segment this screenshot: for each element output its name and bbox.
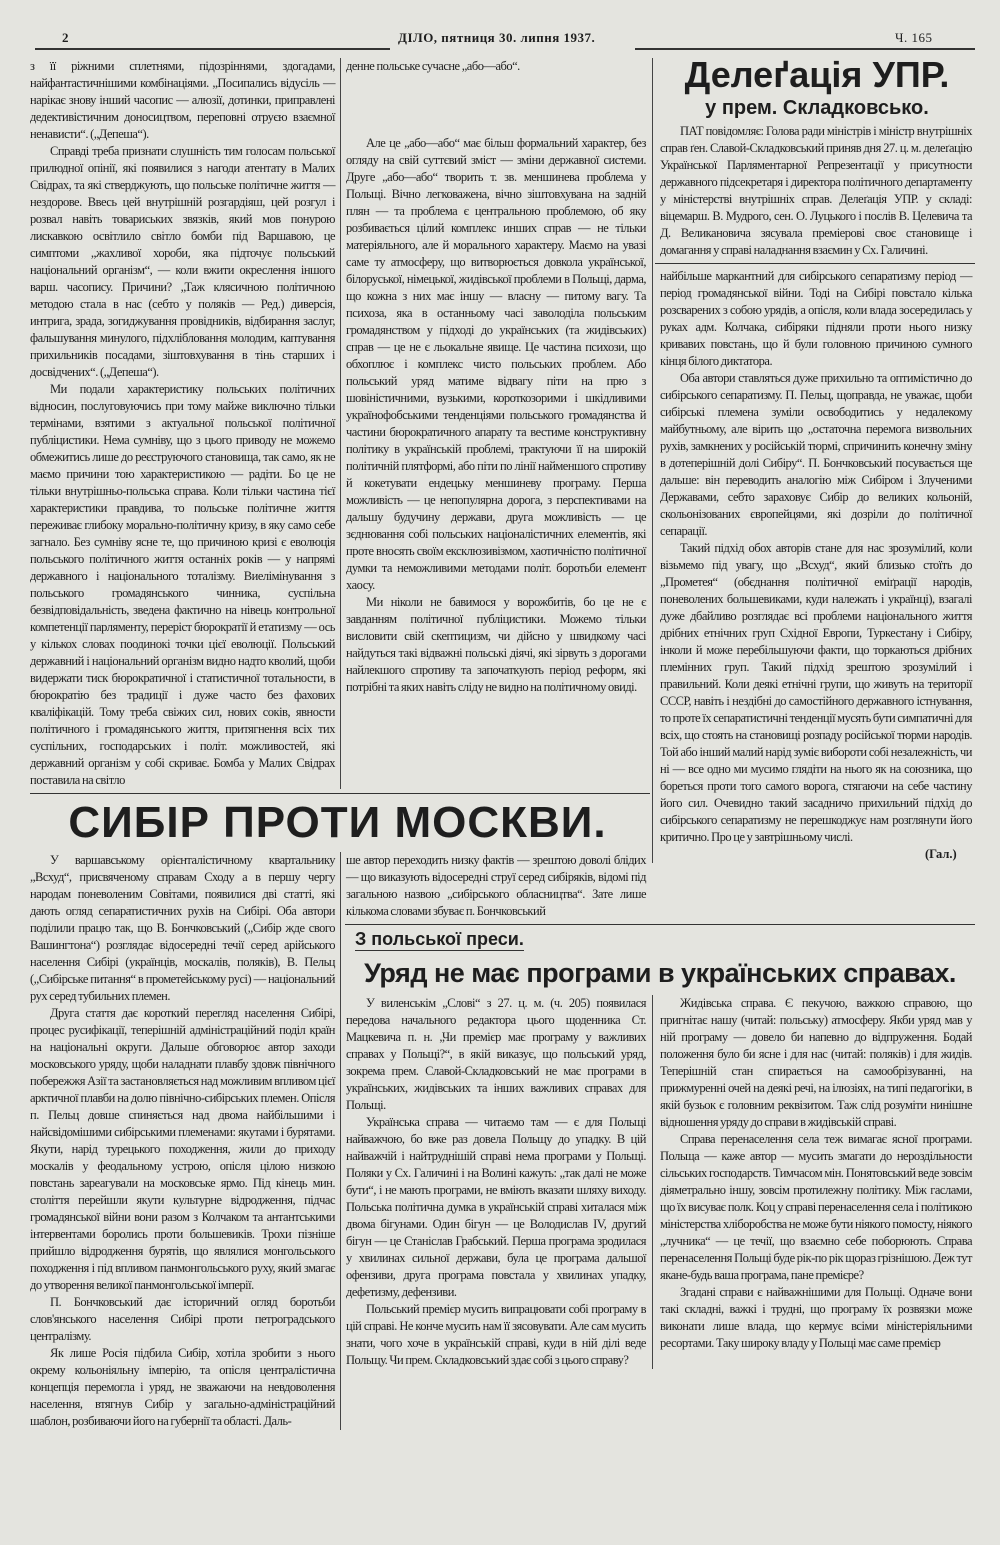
masthead: ДІЛО, пятниця 30. липня 1937.: [398, 30, 596, 45]
siberia-column-1: [30, 852, 335, 1430]
delegation-subheadline: у прем. Складковсько.: [705, 97, 929, 119]
paragraph: Але це „або—або“ має більш формальний характер, без огляду на свій суттєвий зміст — зміни державної системи. Друге „або—або“ творить т. зв. меншинева проблема у Польщі. Вічно легковажена, вічно зіштовхувана на задній плян — та проблема є центральною проблемою, об яку розбивається цілий комплекс инших справ — не тільки матеріяльного, але й морального характеру. Маємо на увазі саме ту атмосферу, що витворюється довкола української, білоруської, німецької, жидівської проблеми в Польщі, дарма, що кожна з них має іншу — власну — питому вагу. Та психоза, яка в останньому часі заволоділа польським громадянством у підході до українських (та жидівських) справ — це не є льокальне явище. Це частина психози, що обхоплює і комплекс чисто польських проблем. Або польський уряд матиме відвагу піти на прю з шовіністичними, вузькими, короткозорими і шкідливими українофобськими тенденціями польського громадянства й частини бюрократичного апарату та вестиме конструктивну політику в українській проблемі, трактуючи її на широкій політичній плятформі, або піти по лінії найменшого спротиву й кокетувати ендецьку меншиневу програму. Перша можливість — це непопулярна дорога, з перспективами на дальшу будучину держави, друга можливість — це зєднювання собі польських націоналістичних елементів, які проте вносять своїм ексклюзивізмом, хаотичністю політичної думки та неможливими методами політ. боротьби елемент хаосу.: [346, 136, 646, 592]
header-rule-right: [635, 48, 975, 50]
paragraph: Друга стаття дає короткий перегляд населення Сибірі, процес русифікації, теперішній адміністраційний поділ країн на національні округи. Дальше обговорює автор заходи московського уряду, щоби наладнати плавбу здовж північного побережжя Азії та застановляється над можливим впливом цієї арктичної плавби на долю північно-сибірських племен. Опісля п. Пельц довше спиняється над двома найбільшими і найсвідомішими сибірськими племенами: якутами і бурятами. Якути, нарід турецького походження, жили до приходу москалів у феодальному устрою, опісля цілою низкою повстань зареагували на московське ярмо. Під кінець мин. століття перейшли якути культурне відродження, підчас громадянської війни вони разом з Колчаком та антантськими інтервентами боролись проти большевиків. Трохи пізніше прийшло відродження бурятів, що являлися монгольського походження і під впливом панмонгольського руху, який змагає до утворення великої панмонгольської імперії.: [30, 1006, 335, 1292]
paragraph: У варшавському орієнталістичному квартальнику „Всхуд“, присвяченому справам Сходу а в першу чергу народам поневоленим Совітами, появилися дві статті, які дають огляд сепаратистичних рухів на Сибірі. Оба автори поділили працю так, що В. Бончковський („Сибір жде свого Вашингтона“) розглядає відосередні течії серед арійського населення Сибірі (українців, москалів, поляків), В. Пельц („Сибірське питання“ в прометейському русі) — національний рух серед тубильних племен.: [30, 853, 335, 1003]
page-number: 2: [62, 30, 69, 45]
paragraph: У виленськім „Слові“ з 27. ц. м. (ч. 205) появилася передова начального редактора цього щоденника Ст. Мацкевича п. н. „Чи премієр має програму у важливих справах у Польщі?“, в якій виказує, що польський уряд, зокрема прем. Славой-Складковський не має програми в українських, жидівських та інших важливих справах для Польщі.: [346, 996, 646, 1112]
paragraph: Справді треба признати слушність тим голосам польської прилюдної опінії, які появилися з нагоди атентату в Малих Свідрах, та які стверджують, що польське політичне життя — нездорове. Ввесь цей внутрішній розгардіяш, цей розгул і розвал навіть товариських звязків, який мов понурою лискавкою освітлило світло бомби під Варшавою, це симптоми „жахливої хороби, яка підточує польський національний організм“, — коли вжити окреслення іншого варш. часопису. Причини? „Таж клясичною політичною методою стала в нас (себто у поляків — Ред.) диверсія, интрига, зрада, зогиджування провідників, відбирання заслуг, фальшування минулого, підхлібловання молодим, каптування прихильників посадами, зіштовхування в тінь старших і досвідчених“. („Депеша“).: [30, 144, 335, 379]
paragraph: ПАТ повідомляє: Голова ради міністрів і міністр внутрішніх справ ґен. Славой-Складковський приняв дня 27. ц. м. делеґацію Української Парляментарної Репрезентації у присутности державного підсекретаря і директора політичного департаменту у міністерстві внутрішніх справ. Делеґація УПР. у складі: віцемарш. В. Мудрого, сен. О. Луцького і послів В. Целевича та Д. Великановича зясувала преміерові своє становище і домагання у справі наладнання взаємин у Сх. Галичині.: [660, 124, 972, 257]
paragraph: Справа перенаселення села теж вимагає ясної програми. Польща — каже автор — мусить змагати до нероздільности сільських господарств. Тимчасом мін. Понятовський веде зовсім діяметрально іншу, зовсім протилежну політику. Між гаслами, що їх висуває полк. Коц у справі перенаселення села і політикою міністерства хліборобства не може бути ніякого помосту, ніякого „лучника“ — це течії, що взаємно себе поборюють. Справа перенаселення Польщі буде рік-по рік щораз грізнішою. Деж тут якане-будь ваша програма, пане премієре?: [660, 1132, 972, 1282]
siberia-headline: СИБІР ПРОТИ МОСКВИ.: [68, 798, 607, 847]
press-headline: Уряд не має програми в українських справах.: [364, 958, 956, 988]
siberia-column-3: [660, 268, 972, 846]
header-rule-left: [35, 48, 390, 50]
signature: (Гал.): [925, 847, 957, 861]
paragraph: Такий підхід обох авторів стане для нас зрозумілий, коли візьмемо під увагу, що „Всхуд“, який близько стоїть до „Прометея“ (обєднання політичної еміґрації народів, поневолених большевиками, куди належать і українці), взагалі дуже дбайливо розглядає всі проблеми національного життя дрібних етнічних груп Східної Европи, Туркестану і Сибіру, інколи й може перебільшуючи факти, що торкаються дрібних племінних груп. Такий підхід зрештою зрозумілий і правильний. Коли деякі етнічні групи, що живуть на території СССР, навіть і нездібні до самостійного державного істнування, то проте їх сепаратистичні тенденції мусять бути симпатичні для всіх, що стоять на становищі розпаду російської тюрми народів. Той або інший малий нарід зуміє вибороти собі незалежність, чи ні — все одно ми мусимо глядіти на нього як на союзника, що бореться проти того самого ворога, стягаючи на себе частину його сил. Очевидно такий засадничо прихильний підхід до сибірського сепаратизму не перешкоджує нам розглянути його критично. Про це у завтрішньому числі.: [660, 541, 972, 844]
column-rule: [340, 58, 341, 789]
siberia-column-2: [346, 852, 646, 920]
paragraph: Українська справа — читаємо там — є для Польщі найважчою, бо вже раз довела Польщу до упадку. В цій найважчій і найтруднішій справі нема програми у Польщі. Поляки у Сх. Галичині і на Волині кажуть: „так далі не може бути“, і не мають програми, не вміють вказати шляху виходу. Польська політична думка в українській справі хиталася між двома бігунами. Один бігун — це Володислав IV, другий бігун — це Станіслав Грабський. Перша програма зродилася у хвилинах сильної держави, була це програма дальшої офензиви, друга програма повстала у хвилинах упадку, дефетизму, дефензиви.: [346, 1115, 646, 1299]
press-column-2: [346, 995, 646, 1369]
paragraph: Жидівська справа. Є пекучою, важкою справою, що пригнітає нашу (читай: польську) атмосферу. Якби уряд мав у ній програму — довело би напевно до відпруження. Бодай положення було би ясне і для нас (читай: поляків) і для жидів. Теперішній стан спирається на самообрізуванні, на прижмуренні очей на деякі речі, на ілюзіях, на типі педагогіки, в якій бузьок є головним реквізитом. Таж слід розуміти нинішне відношення уряду до справи в жидівській справі.: [660, 996, 972, 1129]
column-rule: [652, 995, 653, 1369]
paragraph: Ми подали характеристику польських політичних відносин, послуговуючись при тому майже виключно тільки термінами, взятими з актуальної польської політичної публіцистики. Нема сумніву, що з цього приводу не можемо обмежитись лише до реєструючого становища, так само, як не маємо причини тою характеристикою — радіти. Бо це не тільки внутрішньо-польська справа. Коли тільки частина тієї характеристики правдива, то польське політичне життя переживає глибоку морально-політичну кризу, в яку само себе загнало. Без сумніву ясне те, що причиною кризі є еволюція польського політичного життя останніх років — у напрямі державного і національного тоталізму. Виелімінування з польського громадянського чинника, суспільна безвідповідальність, зведена фактично на нівець контрольної компетенції парляменту, переріст бюрократії й етатизму — ось у кількох словах поодинокі точки цієї еволюції. Польський державний і національний організм видно надто кволий, щоби видержати тиск бюрократичної і статистичної тотальности, в бюрократію без традиції і дуже часто без фахових кваліфікацій. Тому треба свіжих сил, нових соків, явности політичного і громадянського життя, притягнення всіх тих суспільних, господарських і політ. можливостей, які державний організм у собі скриває. Бомба у Малих Свідрах поставила на світло: [30, 382, 335, 787]
article-column-1: [30, 58, 335, 789]
paragraph: денне польське сучасне „або—або“.: [346, 59, 520, 73]
paragraph: Оба автори ставляться дуже прихильно та оптимістично до сибірського сепаратизму. П. Пельц, щоправда, не уважає, щоби сибірські племена зуміли освободитись у недалекому майбутньому, але вірить що „остаточна перемога визвольних рухів, замкнених у російській тюрмі, спричинить конечну зміну в дотеперішній долі Сибіру“. П. Бончковський посувається ще дальше: він переводить аналогію між Сибіром і Злученими Державами, себто зараховує Сибір до великих кольоній, скольонізованих європейцями, які дозріли до політичної сепарації.: [660, 371, 972, 538]
paragraph: ше автор переходить низку фактів — зрештою доволі блідих — що виказують відосередні струї серед сибіряків, відомі під загальною назвою „сибірського обласництва“. Зате лише кількома словами збуває п. Бончковський: [346, 853, 646, 918]
paragraph: Як лише Росія підбила Сибір, хотіла зробити з нього окрему кольоніяльну імперію, та опісля централістична концепція перемогла і уряд, не зважаючи на невдоволення населення, втягнув Сибір у загально-адміністраційний шаблон, розбиваючи його на губернії та області. Даль-: [30, 1346, 335, 1428]
section-rule: [345, 924, 975, 925]
issue-number: Ч. 165: [895, 30, 933, 45]
delegation-headline: Делеґація УПР.: [684, 54, 950, 95]
paragraph: П. Бончковський дає історичний огляд боротьби слов'янського населення Сибірі проти петроградського централізму.: [30, 1295, 335, 1343]
section-rule: [655, 263, 975, 264]
paragraph: Ми ніколи не бавимося у ворожбитів, бо це не є завданням політичної публіцистики. Можемо тільки висловити свій скептицизм, чи дійсно у швидкому часі найдуться такі відважні польські діячі, які зірвуть з дорогами найлекшого спротиву та започаткують період реформ, які потрібні та яких навіть сліду не видно на політичному овиді.: [346, 595, 646, 694]
press-column-3: [660, 995, 972, 1352]
column-rule: [652, 58, 653, 863]
paragraph: з її ріжними сплетнями, підозріннями, здогадами, найфантастичнішими комбінаціями. „Посипались відусіль — нарікає знову інший часопис — алюзії, дотинки, приправлені дедективістичним доносицтвом, переповні отруєю взаємної ненависти“. („Депеша“).: [30, 59, 335, 141]
paragraph: найбільше маркантний для сибірського сепаратизму період — період громадянської війни. Тоді на Сибірі повстало кілька розсварених з собою урядів, а опісля, коли влада зосередилась у руках адм. Колчака, сибіряки підняли проти нього низку кривавих повстань, що й були головною причиною сумного кінця білого диктатора.: [660, 269, 972, 368]
article-column-2: [346, 58, 646, 696]
delegation-body: [660, 123, 972, 259]
column-rule: [340, 852, 341, 1430]
section-label: З польської преси.: [355, 929, 524, 949]
paragraph: Польський премієр мусить випрацювати собі програму в цій справі. Не конче мусить нам її зясовувати. Але сам мусить знати, чого хоче в українській справі, куди в ній ділі веде Польщу. Чи прем. Складковський здає собі з цього справу?: [346, 1302, 646, 1367]
paragraph: Згадані справи є найважнішими для Польщі. Одначе вони такі складні, важкі і трудні, що програму їх розвязки може виконати лише влада, що кермує всіми міністеріяльними ресортами. Таку широку владу у Польщі має саме премієр: [660, 1285, 972, 1350]
section-rule: [30, 793, 650, 794]
